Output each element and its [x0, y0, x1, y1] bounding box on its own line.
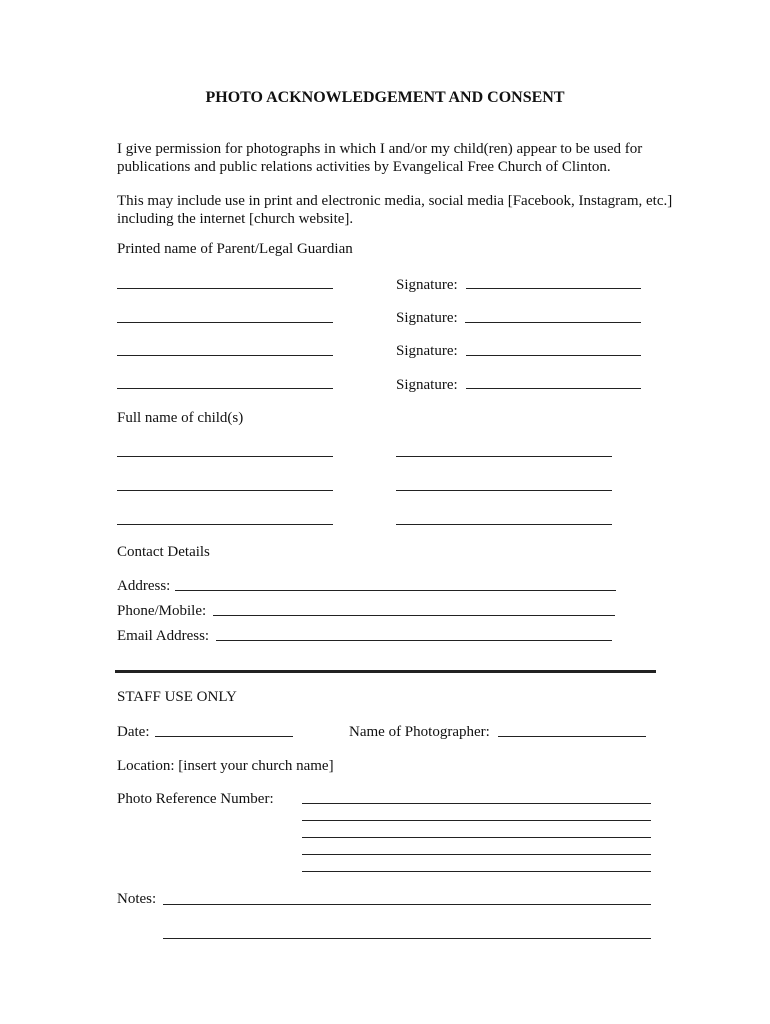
date-field[interactable] [155, 736, 293, 737]
child-name-heading: Full name of child(s) [117, 410, 244, 426]
photo-reference-label: Photo Reference Number: [117, 791, 274, 807]
child-name-field-3[interactable] [117, 490, 333, 491]
phone-label: Phone/Mobile: [117, 603, 207, 619]
email-field[interactable] [216, 640, 612, 641]
parent-name-field-4[interactable] [117, 388, 333, 389]
child-name-field-6[interactable] [396, 524, 612, 525]
address-label: Address: [117, 578, 171, 594]
section-divider [115, 670, 656, 673]
signature-label-3: Signature: [396, 343, 458, 359]
permission-paragraph: I give permission for photographs in which I and/or my child(ren) appear to be used for publications and public relations activities by Evangelical Free Church of Clinton. [117, 141, 643, 175]
parent-name-heading: Printed name of Parent/Legal Guardian [117, 241, 353, 257]
photo-reference-field-1[interactable] [302, 803, 651, 804]
parent-name-field-2[interactable] [117, 322, 333, 323]
signature-label-2: Signature: [396, 310, 458, 326]
signature-field-2[interactable] [465, 322, 641, 323]
media-paragraph: This may include use in print and electronic media, social media [Facebook, Instagram, etc.] including the internet [church website]. [117, 193, 673, 227]
phone-field[interactable] [213, 615, 615, 616]
photo-reference-field-4[interactable] [302, 854, 651, 855]
address-field[interactable] [175, 590, 616, 591]
photo-reference-field-5[interactable] [302, 871, 651, 872]
child-name-field-4[interactable] [396, 490, 612, 491]
signature-label-1: Signature: [396, 277, 458, 293]
location-text: Location: [insert your church name] [117, 758, 334, 774]
notes-field-1[interactable] [163, 904, 651, 905]
photo-reference-field-3[interactable] [302, 837, 651, 838]
photo-reference-field-2[interactable] [302, 820, 651, 821]
signature-field-3[interactable] [466, 355, 641, 356]
staff-use-heading: STAFF USE ONLY [117, 689, 237, 705]
contact-details-heading: Contact Details [117, 544, 210, 560]
page-title: PHOTO ACKNOWLEDGEMENT AND CONSENT [205, 89, 565, 106]
notes-field-2[interactable] [163, 938, 651, 939]
parent-name-field-3[interactable] [117, 355, 333, 356]
signature-field-4[interactable] [466, 388, 641, 389]
photographer-label: Name of Photographer: [349, 724, 490, 740]
child-name-field-5[interactable] [117, 524, 333, 525]
notes-label: Notes: [117, 891, 157, 907]
email-label: Email Address: [117, 628, 210, 644]
child-name-field-2[interactable] [396, 456, 612, 457]
date-label: Date: [117, 724, 150, 740]
parent-name-field-1[interactable] [117, 288, 333, 289]
signature-field-1[interactable] [466, 288, 641, 289]
signature-label-4: Signature: [396, 377, 458, 393]
child-name-field-1[interactable] [117, 456, 333, 457]
photographer-field[interactable] [498, 736, 646, 737]
